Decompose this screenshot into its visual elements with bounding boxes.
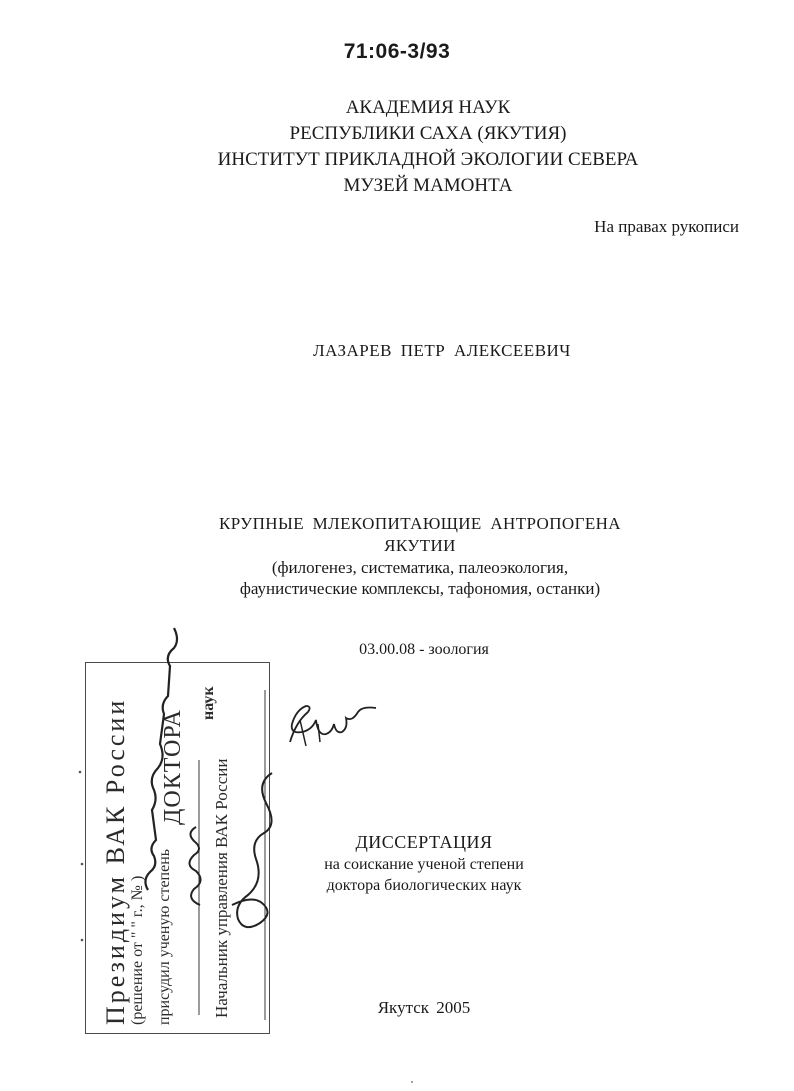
degree-line: на соискание ученой степени [324, 856, 524, 873]
subtitle-line: фаунистические комплексы, тафономия, останки) [239, 579, 601, 598]
city-year: Якутск 2005 [377, 998, 471, 1017]
stamp-presidium-text: Президиум ВАК России [101, 697, 130, 1025]
document-code: 71:06-3/93 [343, 40, 451, 63]
organization-line: РЕСПУБЛИКИ САХА (ЯКУТИЯ) [289, 123, 567, 144]
title-line: КРУПНЫЕ МЛЕКОПИТАЮЩИЕ АНТРОПОГЕНА [219, 514, 621, 533]
rights-note: На правах рукописи [594, 217, 739, 236]
stamp-degree-text: ДОКТОРА [160, 709, 186, 825]
title-line: ЯКУТИИ [384, 536, 456, 555]
stamp-sciences-text: наук [200, 686, 217, 720]
specialty-code: 03.00.08 - зоология [359, 641, 489, 658]
organization-line: ИНСТИТУТ ПРИКЛАДНОЙ ЭКОЛОГИИ СЕВЕРА [217, 149, 639, 170]
stamp-head-text: Начальник управления ВАК России [212, 758, 231, 1018]
subtitle-line: (филогенез, систематика, палеоэкология, [271, 558, 569, 577]
stamp-awarded-text: присудил ученую степень [156, 848, 173, 1025]
dissertation-heading: ДИССЕРТАЦИЯ [355, 832, 493, 852]
stamp-decision-text: (решение от " " г., № ) [129, 875, 146, 1025]
degree-line: доктора биологических наук [326, 877, 522, 894]
organization-line: АКАДЕМИЯ НАУК [345, 97, 511, 118]
author-name: ЛАЗАРЕВ ПЕТР АЛЕКСЕЕВИЧ [313, 341, 571, 360]
organization-line: МУЗЕЙ МАМОНТА [343, 175, 513, 196]
